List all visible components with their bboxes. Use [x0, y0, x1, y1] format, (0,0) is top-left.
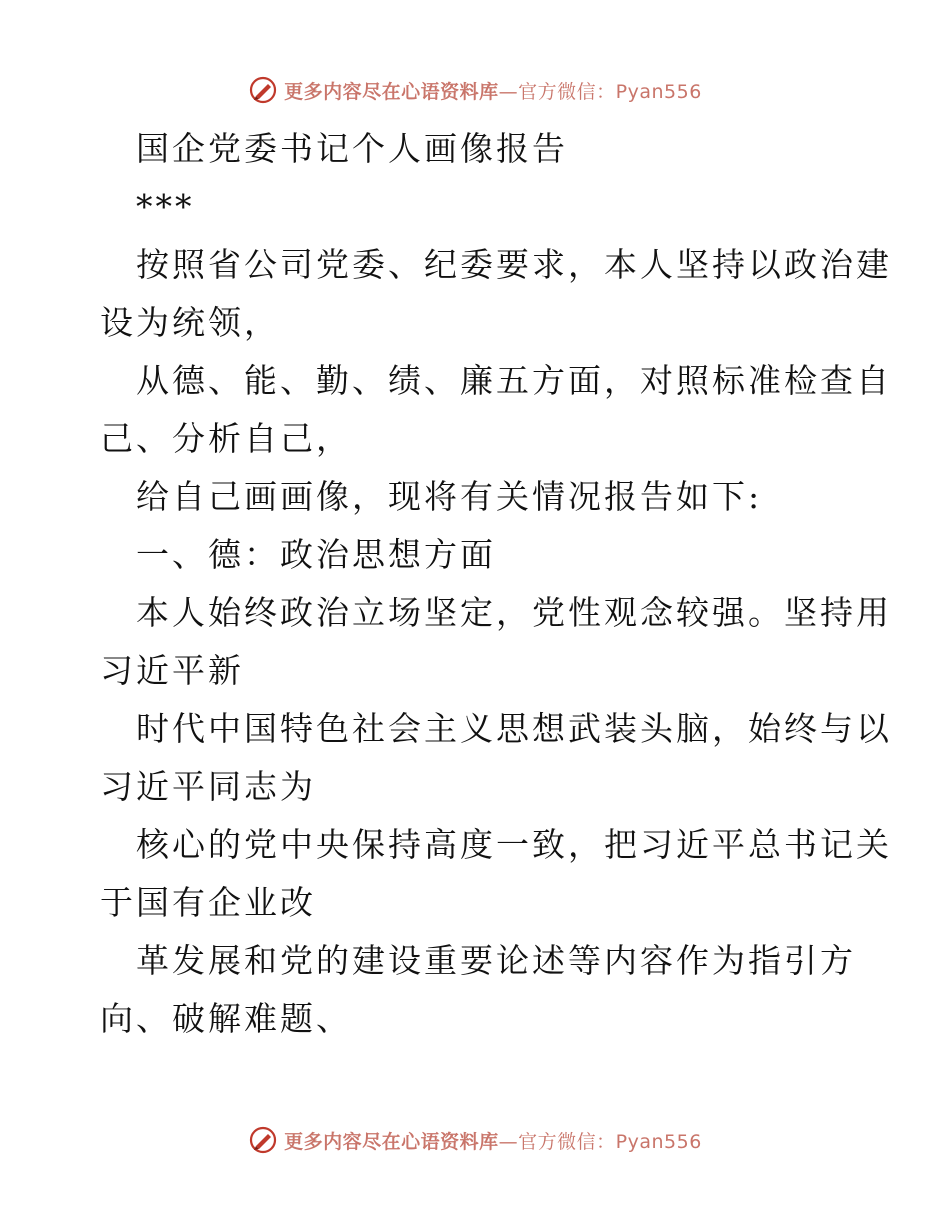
- header-watermark: [0, 70, 950, 110]
- paragraph-line: 向、破解难题、: [100, 999, 352, 1038]
- paragraph-line: 于国有企业改: [100, 883, 316, 922]
- paragraph-line: 给自己画画像，现将有关情况报告如下:: [136, 477, 763, 516]
- paragraph-line: 核心的党中央保持高度一致，把习近平总书记关: [136, 825, 892, 864]
- paragraph-line: 时代中国特色社会主义思想武装头脑，始终与以: [136, 709, 892, 748]
- paragraph-line: 设为统领，: [100, 303, 280, 342]
- paragraph-line: 从德、能、勤、绩、廉五方面，对照标准检查自: [136, 361, 892, 400]
- paragraph-line: 习近平新: [100, 651, 244, 690]
- header-watermark-rest: —官方微信：Pyan556: [498, 80, 702, 103]
- footer-watermark-rest: —官方微信：Pyan556: [498, 1130, 702, 1153]
- paragraph-line: 本人始终政治立场坚定，党性观念较强。坚持用: [136, 593, 892, 632]
- paragraph-line: 革发展和党的建设重要论述等内容作为指引方: [136, 941, 856, 980]
- document-title: 国企党委书记个人画像报告: [136, 129, 568, 168]
- section-heading: 一、德：政治思想方面: [136, 535, 496, 574]
- pen-logo-icon: [248, 75, 278, 105]
- document-body: [100, 120, 892, 1048]
- paragraph-line: 习近平同志为: [100, 767, 316, 806]
- header-watermark-highlight: 更多内容尽在心语资料库: [284, 80, 499, 103]
- paragraph-line: 己、分析自己，: [100, 419, 352, 458]
- paragraph-line: 按照省公司党委、纪委要求，本人坚持以政治建: [136, 245, 892, 284]
- footer-watermark: [0, 1120, 950, 1160]
- separator-stars: ***: [136, 187, 195, 226]
- footer-watermark-highlight: 更多内容尽在心语资料库: [284, 1130, 499, 1153]
- pen-logo-icon: [248, 1125, 278, 1155]
